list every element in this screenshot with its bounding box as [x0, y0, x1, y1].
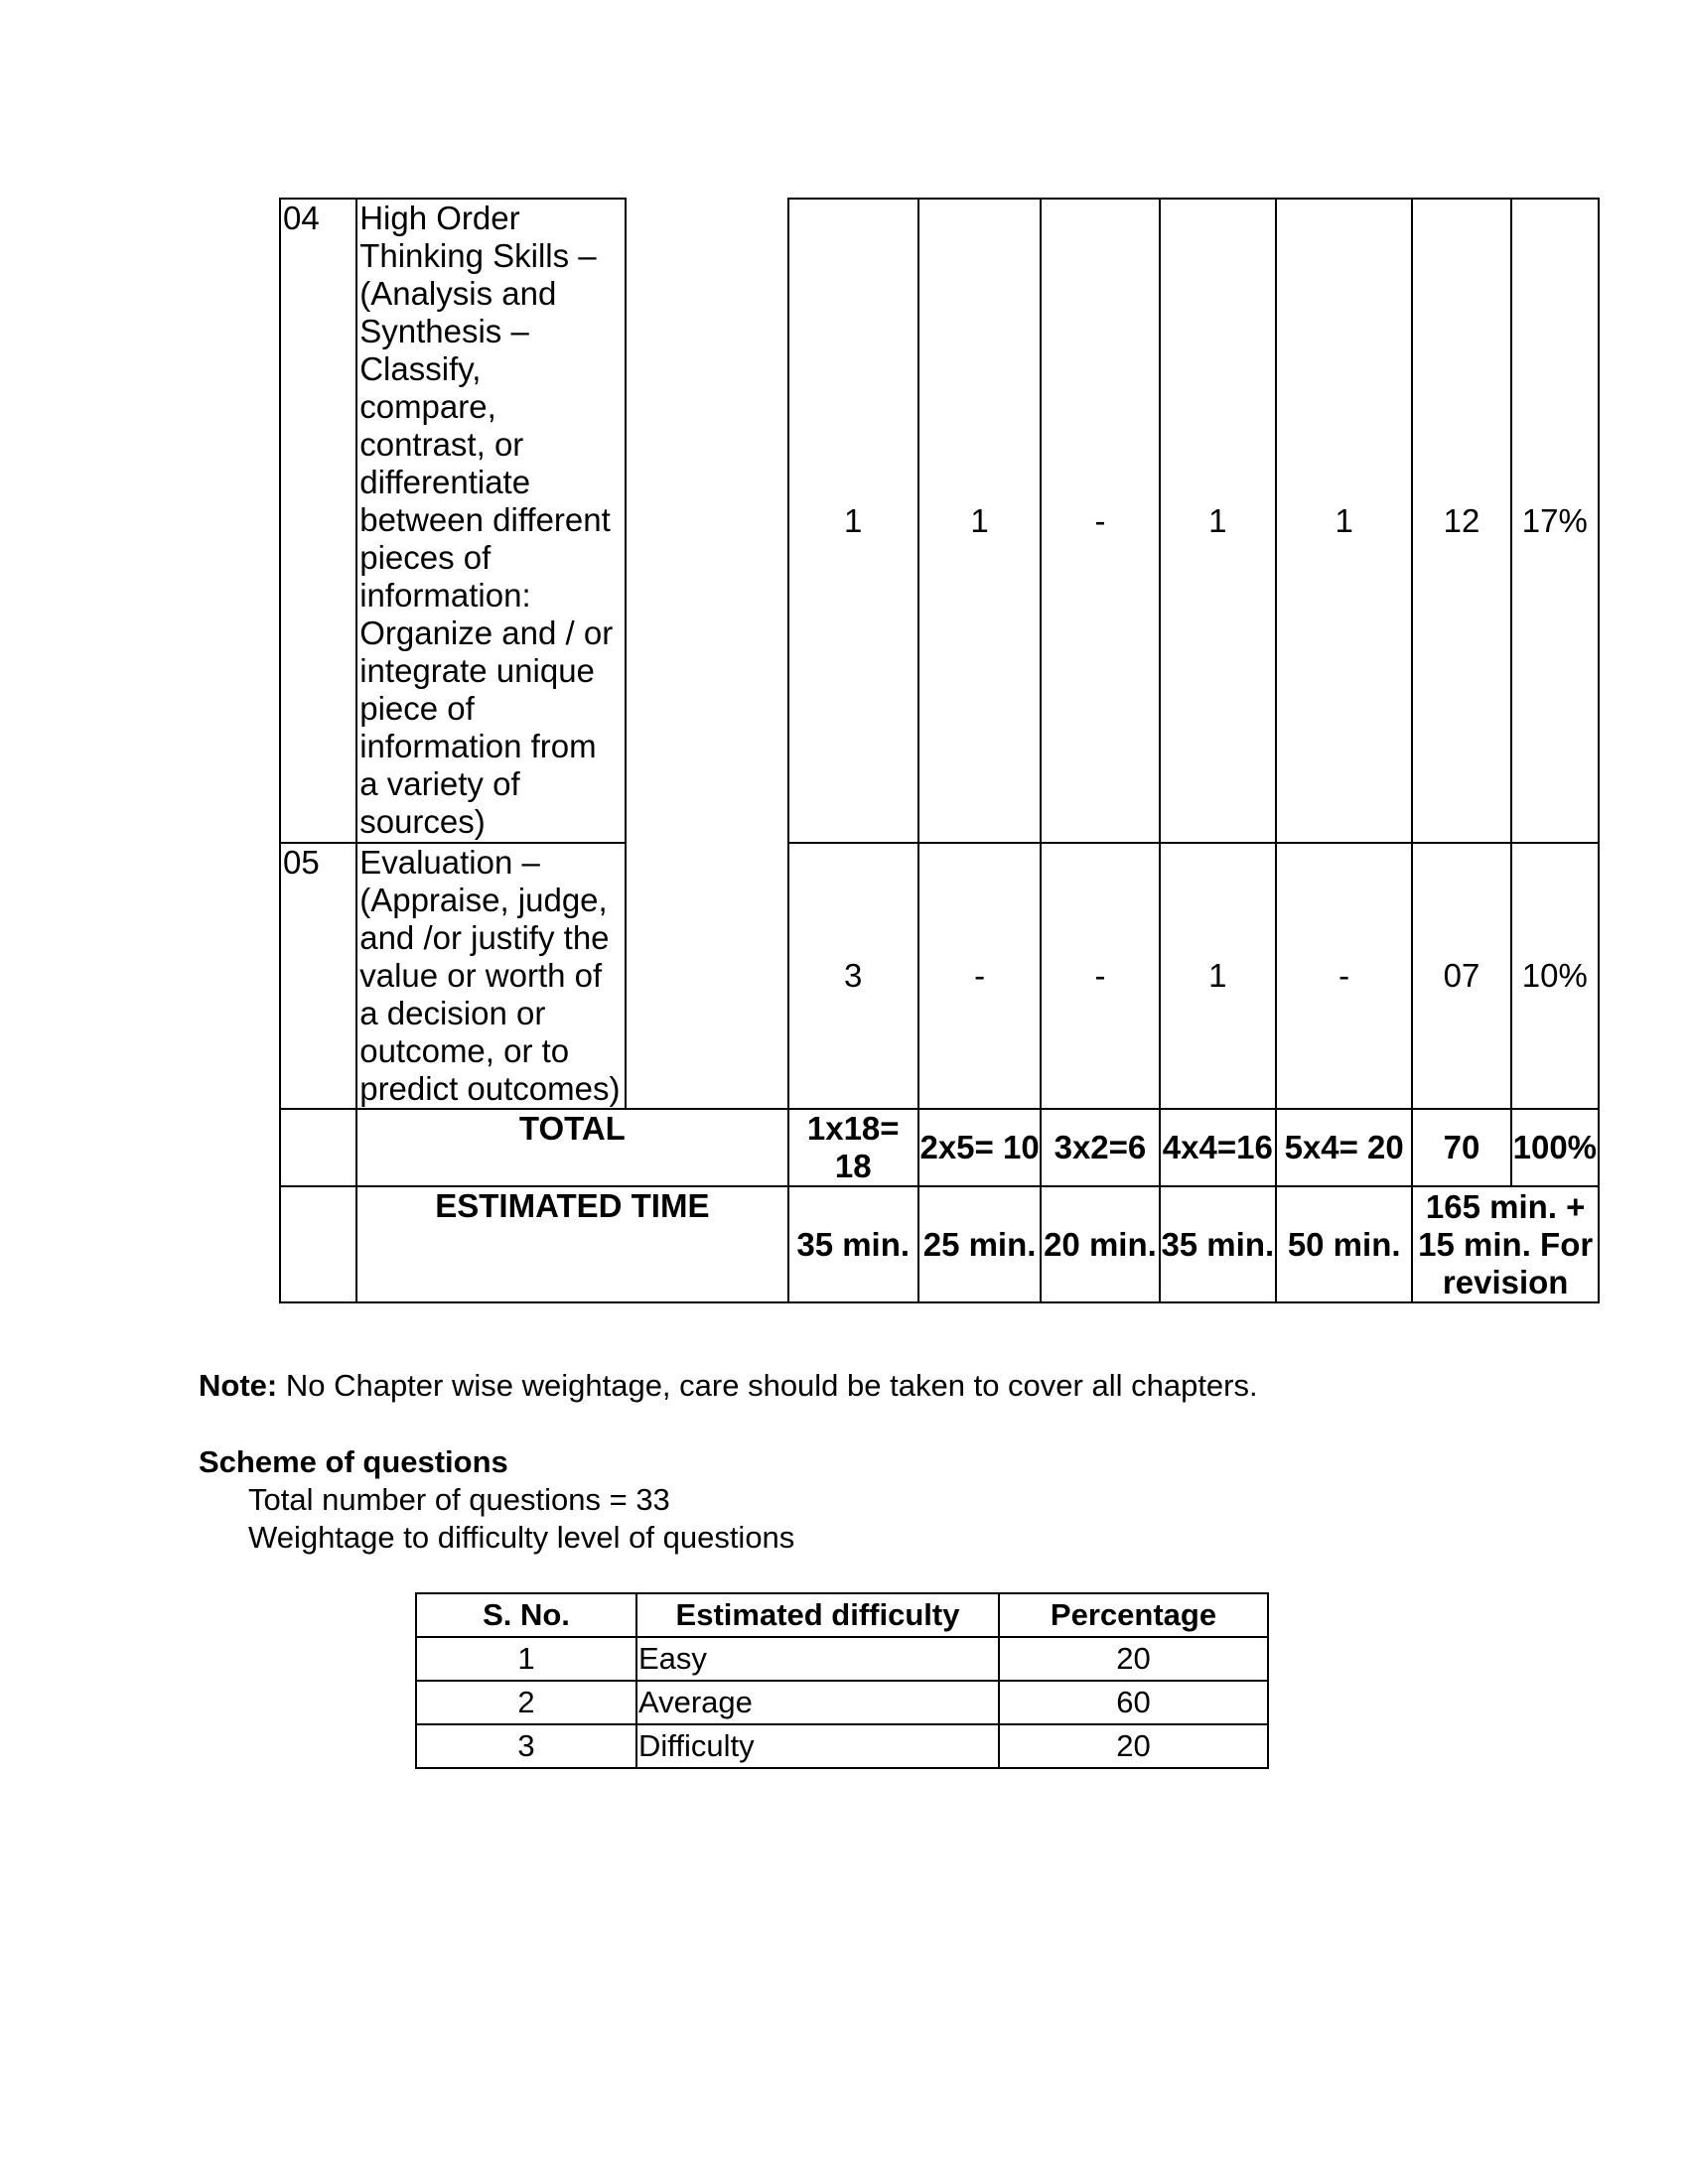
note-label: Note:: [199, 1368, 278, 1403]
merged-empty-cell: [626, 199, 787, 1109]
sno-cell: 2: [416, 1681, 636, 1724]
weightage-text: Weightage to difficulty level of questions: [248, 1520, 795, 1555]
total-value: 3x2=6: [1041, 1109, 1159, 1186]
total-percentage: 100%: [1511, 1109, 1599, 1186]
percentage-cell: 60: [999, 1681, 1268, 1724]
cell-percentage: 17%: [1511, 199, 1599, 843]
table-row: [416, 1681, 1268, 1724]
difficulty-cell: Difficulty: [636, 1724, 999, 1768]
total-value: 2x5= 10: [918, 1109, 1041, 1186]
column-header: Estimated difficulty: [636, 1593, 999, 1637]
total-row: [280, 1109, 1599, 1186]
cell-value: -: [1276, 843, 1412, 1109]
estimated-time-label: ESTIMATED TIME: [356, 1186, 787, 1302]
cell-value: 1: [918, 199, 1041, 843]
total-marks: 70: [1412, 1109, 1510, 1186]
column-header: Percentage: [999, 1593, 1268, 1637]
cell-value: 1: [1160, 199, 1276, 843]
note-text: No Chapter wise weightage, care should be taken to cover all chapters.: [277, 1368, 1258, 1403]
cell-value: 1: [1160, 843, 1276, 1109]
row-sno: 05: [280, 843, 356, 1109]
scheme-heading: Scheme of questions: [199, 1444, 508, 1479]
percentage-cell: 20: [999, 1637, 1268, 1681]
cell-value: -: [1041, 843, 1159, 1109]
time-value: 50 min.: [1276, 1186, 1412, 1302]
table-header-row: [416, 1593, 1268, 1637]
blueprint-table: [279, 198, 1600, 1303]
table-row: [280, 199, 1599, 843]
empty-cell: [280, 1109, 356, 1186]
row-description: High Order Thinking Skills – (Analysis and Synthesis – Classify, compare, contrast, or differentiate between different pieces of information: Organize and / or integrate unique piece of information from a variety of sources): [356, 199, 626, 843]
table-row: [416, 1637, 1268, 1681]
cell-value: 1: [1276, 199, 1412, 843]
time-value: 35 min.: [1160, 1186, 1276, 1302]
time-value: 25 min.: [918, 1186, 1041, 1302]
percentage-cell: 20: [999, 1724, 1268, 1768]
estimated-time-row: [280, 1186, 1599, 1302]
cell-value: 1: [788, 199, 918, 843]
total-label: TOTAL: [356, 1109, 787, 1186]
difficulty-table: [415, 1592, 1269, 1769]
table-row: [416, 1724, 1268, 1768]
cell-value: 3: [788, 843, 918, 1109]
time-value: 35 min.: [788, 1186, 918, 1302]
total-questions-text: Total number of questions = 33: [248, 1482, 670, 1517]
column-header: S. No.: [416, 1593, 636, 1637]
cell-marks: 12: [1412, 199, 1510, 843]
empty-cell: [280, 1186, 356, 1302]
row-sno: 04: [280, 199, 356, 843]
sno-cell: 3: [416, 1724, 636, 1768]
sno-cell: 1: [416, 1637, 636, 1681]
total-value: 1x18= 18: [788, 1109, 918, 1186]
difficulty-cell: Average: [636, 1681, 999, 1724]
cell-percentage: 10%: [1511, 843, 1599, 1109]
difficulty-cell: Easy: [636, 1637, 999, 1681]
cell-value: -: [1041, 199, 1159, 843]
time-total: 165 min. + 15 min. For revision: [1412, 1186, 1599, 1302]
time-value: 20 min.: [1041, 1186, 1159, 1302]
note-paragraph: [199, 1368, 1258, 1404]
cell-value: -: [918, 843, 1041, 1109]
total-value: 5x4= 20: [1276, 1109, 1412, 1186]
cell-marks: 07: [1412, 843, 1510, 1109]
table-row: [280, 843, 1599, 1109]
row-description: Evaluation – (Appraise, judge, and /or justify the value or worth of a decision or outcome, or to predict outcomes): [356, 843, 626, 1109]
total-value: 4x4=16: [1160, 1109, 1276, 1186]
